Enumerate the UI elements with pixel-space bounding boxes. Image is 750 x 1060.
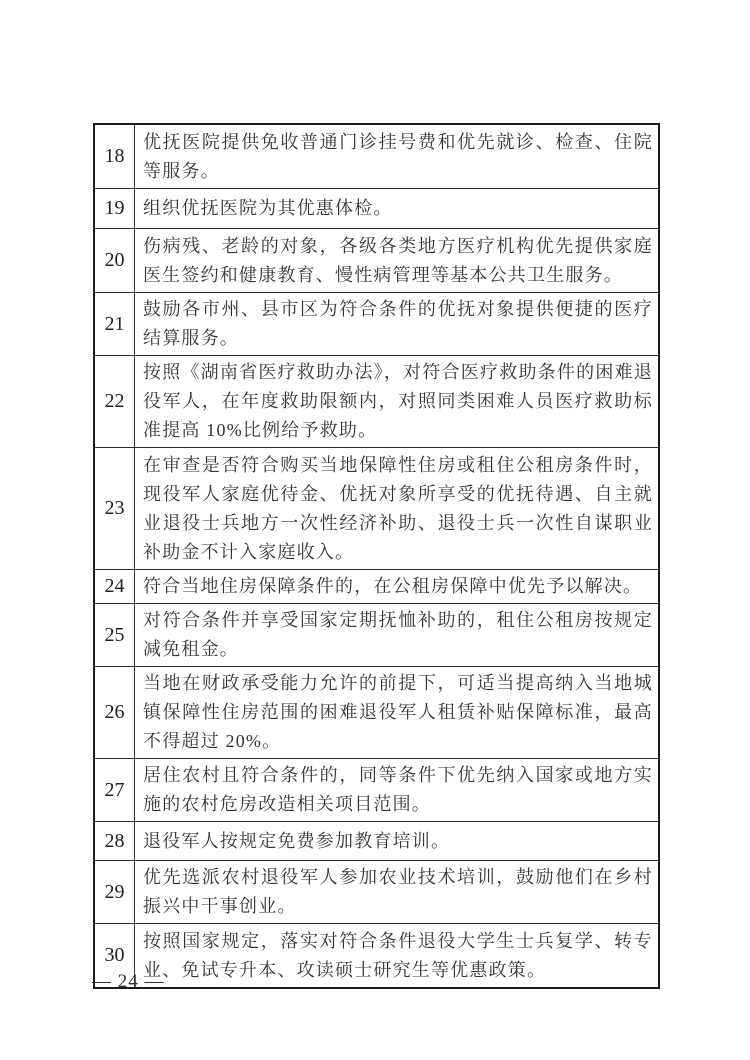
row-text-cell <box>135 667 658 758</box>
table-row <box>95 292 658 355</box>
row-text: 按照国家规定，落实对符合条件退役大学生士兵复学、转专业、免试专升本、攻读硕士研究生等优惠政策。 <box>143 930 653 980</box>
row-number: 27 <box>95 759 135 821</box>
row-text-cell <box>135 759 658 821</box>
row-number: 25 <box>95 604 135 666</box>
row-text-cell <box>135 861 658 923</box>
row-text-cell <box>135 604 658 666</box>
row-text-cell <box>135 822 658 860</box>
row-number: 28 <box>95 822 135 860</box>
table-row <box>95 821 658 860</box>
row-text-cell <box>135 125 658 188</box>
table-row <box>95 603 658 666</box>
row-text-cell <box>135 356 658 447</box>
table-row <box>95 228 658 292</box>
row-number: 30 <box>95 924 135 987</box>
row-text: 伤病残、老龄的对象，各级各类地方医疗机构优先提供家庭医生签约和健康教育、慢性病管理等基本公共卫生服务。 <box>143 235 653 285</box>
table-row <box>95 188 658 228</box>
row-number: 18 <box>95 125 135 188</box>
row-number: 29 <box>95 861 135 923</box>
row-text: 符合当地住房保障条件的，在公租房保障中优先予以解决。 <box>143 576 643 596</box>
row-number: 21 <box>95 293 135 355</box>
row-text-cell <box>135 293 658 355</box>
row-text-cell <box>135 448 658 569</box>
row-text: 优先选派农村退役军人参加农业技术培训，鼓励他们在乡村振兴中干事创业。 <box>143 867 653 916</box>
row-text: 组织优抚医院为其优惠体检。 <box>143 198 393 218</box>
row-text: 退役军人按规定免费参加教育培训。 <box>143 830 451 851</box>
row-text: 优抚医院提供免收普通门诊挂号费和优先就诊、检查、住院等服务。 <box>143 131 653 181</box>
table-row <box>95 447 658 569</box>
table-row <box>95 569 658 603</box>
row-text: 鼓励各市州、县市区为符合条件的优抚对象提供便捷的医疗结算服务。 <box>143 299 653 348</box>
table-row <box>95 355 658 447</box>
row-text-cell <box>135 229 658 292</box>
row-text: 在审查是否符合购买当地保障性住房或租住公租房条件时，现役军人家庭优待金、优抚对象所享受的优抚待遇、自主就业退役士兵地方一次性经济补助、退役士兵一次性自谋职业补助金不计入家庭收入。 <box>143 454 653 562</box>
row-number: 26 <box>95 667 135 758</box>
row-text: 当地在财政承受能力允许的前提下，可适当提高纳入当地城镇保障性住房范围的困难退役军人租赁补贴保障标准，最高不得超过 20%。 <box>143 673 653 751</box>
row-number: 19 <box>95 189 135 228</box>
row-text: 对符合条件并享受国家定期抚恤补助的，租住公租房按规定减免租金。 <box>143 610 653 659</box>
row-text-cell <box>135 924 658 987</box>
row-text-cell <box>135 189 658 228</box>
row-text: 按照《湖南省医疗救助办法》，对符合医疗救助条件的困难退役军人，在年度救助限额内，对照同类困难人员医疗救助标准提高 10%比例给予救助。 <box>143 362 653 440</box>
table-row <box>95 125 658 188</box>
row-number: 23 <box>95 448 135 569</box>
page-number: — 24 — <box>92 971 165 992</box>
table-row <box>95 860 658 923</box>
table-row <box>95 923 658 987</box>
row-number: 24 <box>95 570 135 603</box>
row-number: 22 <box>95 356 135 447</box>
benefits-table <box>93 123 660 989</box>
table-row <box>95 758 658 821</box>
row-number: 20 <box>95 229 135 292</box>
row-text-cell <box>135 570 658 603</box>
row-text: 居住农村且符合条件的，同等条件下优先纳入国家或地方实施的农村危房改造相关项目范围。 <box>143 765 653 814</box>
table-row <box>95 666 658 758</box>
